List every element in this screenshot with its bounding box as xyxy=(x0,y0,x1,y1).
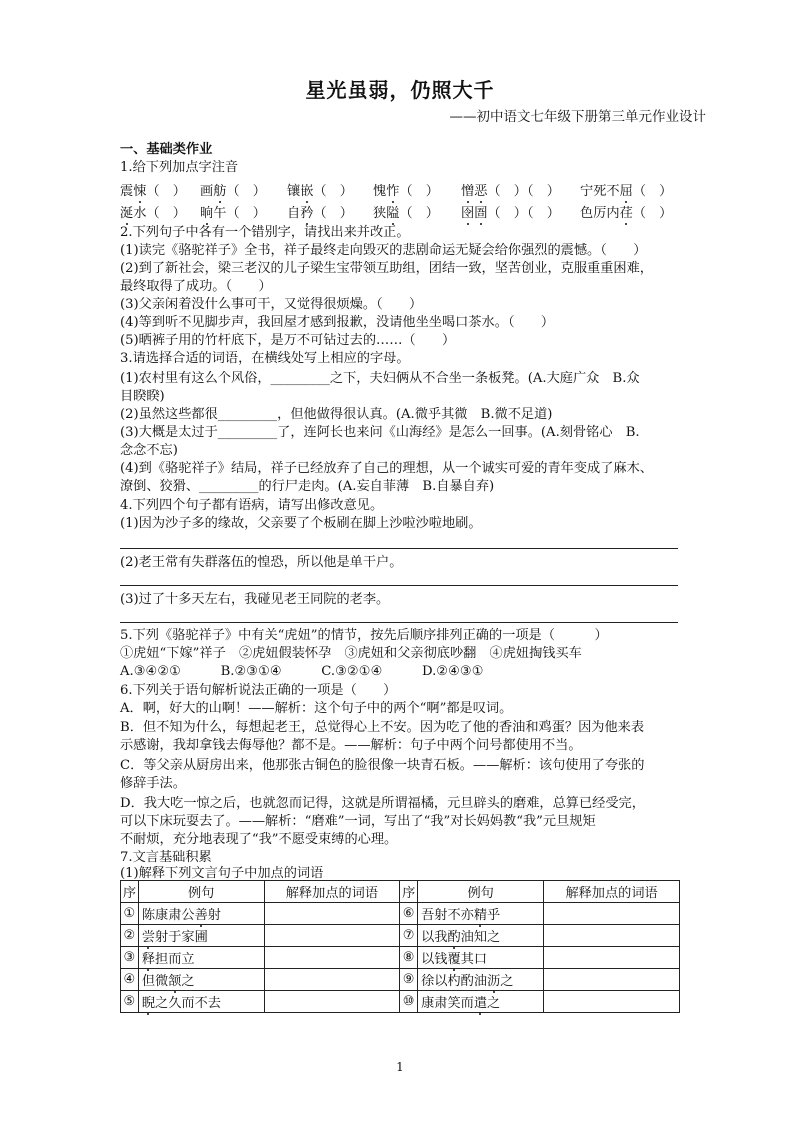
question-5-stem: 5.下列《骆驼祥子》中有关“虎妞”的情节，按先后顺序排列正确的一项是（ ） xyxy=(120,628,608,643)
pinyin-item: 色厉内荏（ ） xyxy=(580,205,673,221)
emphasis-char: 晌 xyxy=(200,205,214,221)
example-sentence: 释担而立 xyxy=(138,947,264,969)
question-6-option-a: A．啊，好大的山啊！——解析：这个句子中的两个“啊”都是叹词。 xyxy=(120,701,513,716)
answer-line xyxy=(120,548,678,549)
table-header: 序 xyxy=(121,881,139,903)
question-4-stem: 4.下列四个句子都有语病，请写出修改意见。 xyxy=(120,498,384,513)
emphasis-char: 覆 xyxy=(447,952,461,967)
question-6-option-b: B．但不知为什么，每想起老王，总觉得心上不安。因为吃了他的香油和鸡蛋？因为他来表 xyxy=(120,720,644,735)
question-3-item: (1)农村里有这么个风俗，_________之下，夫妇俩从不合坐一条板凳。(A.大庭广众 B.众 xyxy=(120,371,640,386)
answer-cell[interactable] xyxy=(264,991,400,1013)
emphasis-char: 矜 xyxy=(300,205,314,221)
question-3-item: (3)大概是太过于_________了，连阿长也来问《山海经》是怎么一回事。(A.刻骨铭心 B. xyxy=(120,425,640,440)
emphasis-char: 囹 xyxy=(461,205,475,221)
row-number: ② xyxy=(121,925,139,947)
example-sentence: 尝射于家圃 xyxy=(138,925,264,947)
answer-cell[interactable] xyxy=(264,969,400,991)
row-number: ① xyxy=(121,903,139,925)
question-4-item: (1)因为沙子多的缘故，父亲要了个板刷在脚上沙啦沙啦地刷。 xyxy=(120,516,482,531)
question-6-option-c: 修辞手法。 xyxy=(120,776,186,791)
question-5-plots: ①虎妞“下嫁”祥子 ②虎妞假装怀孕 ③虎妞和父亲彻底吵翻 ④虎妞掏钱买车 xyxy=(120,646,582,661)
emphasis-char: 睨 xyxy=(141,996,156,1011)
question-2-item: (1)读完《骆驼祥子》全书，祥子最终走向毁灭的悲剧命运无疑会给你强烈的震憾。（ ） xyxy=(120,243,647,258)
emphasis-char: 悚 xyxy=(133,183,147,199)
table-row xyxy=(121,903,680,925)
table-row xyxy=(121,991,680,1013)
question-1-stem: 1.给下列加点字注音 xyxy=(120,160,239,175)
answer-line xyxy=(120,622,678,623)
example-sentence: 以钱覆其口 xyxy=(418,947,544,969)
pinyin-item: 震悚（ ） xyxy=(120,183,186,199)
example-sentence: 徐以杓酌油沥之 xyxy=(418,969,544,991)
question-6-option-c: C．等父亲从厨房出来，他那张古铜色的脸很像一块青石板。——解析：该句使用了夸张的 xyxy=(120,758,645,773)
emphasis-char: 憎 xyxy=(461,183,475,199)
table-header: 解释加点的词语 xyxy=(544,881,680,903)
table-header: 序 xyxy=(400,881,418,903)
row-number: ⑥ xyxy=(400,903,418,925)
question-4-item: (2)老王常有失群落伍的惶恐，所以他是单干户。 xyxy=(120,555,403,570)
question-2-item: (5)晒裤子用的竹杆底下，是万不可钻过去的……（ ） xyxy=(120,333,456,348)
table-header: 例句 xyxy=(418,881,544,903)
row-number: ⑦ xyxy=(400,925,418,947)
pinyin-item: 囹圄（ ）（ ） xyxy=(461,205,560,221)
pinyin-item: 自矜（ ） xyxy=(287,205,353,221)
row-number: ③ xyxy=(121,947,139,969)
question-7-sub: (1)解释下列文言句子中加点的词语 xyxy=(120,866,324,881)
document-title: 星光虽弱，仍照大千 xyxy=(305,78,495,102)
table-header-row xyxy=(121,881,680,903)
answer-line xyxy=(120,585,678,586)
emphasis-char: 怍 xyxy=(386,183,400,199)
emphasis-char: 舫 xyxy=(213,183,227,199)
table-row xyxy=(121,947,680,969)
example-sentence: 睨之久而不去 xyxy=(138,991,264,1013)
table-row xyxy=(121,925,680,947)
answer-cell[interactable] xyxy=(544,991,680,1013)
example-sentence: 康肃笑而遣之 xyxy=(418,991,544,1013)
row-number: ⑤ xyxy=(121,991,139,1013)
question-7-stem: 7.文言基础积累 xyxy=(120,850,212,865)
question-2-stem: 2.下列句子中各有一个错别字，请找出来并改正。 xyxy=(120,225,410,240)
emphasis-char: 遣 xyxy=(473,996,488,1011)
question-4-item: (3)过了十多天左右，我碰见老王同院的老李。 xyxy=(120,592,390,607)
emphasis-char: 嵌 xyxy=(300,183,314,199)
emphasis-char: 释 xyxy=(141,952,156,967)
question-6-option-b: 示感谢，我却拿钱去侮辱他？都不是。——解析：句子中两个问号都使用不当。 xyxy=(120,738,582,753)
question-2-item: (2)到了新社会，梁三老汉的儿子梁生宝带领互助组，团结一致，坚苦创业，克服重重困难， xyxy=(120,261,653,276)
pinyin-item: 晌午（ ） xyxy=(200,205,266,221)
answer-cell[interactable] xyxy=(264,903,400,925)
emphasis-char: 涎 xyxy=(120,205,134,221)
emphasis-char: 善 xyxy=(194,908,208,923)
pinyin-item: 镶嵌（ ） xyxy=(287,183,353,199)
pinyin-table xyxy=(120,178,690,222)
emphasis-char: 荏 xyxy=(619,205,633,221)
page-number: 1 xyxy=(396,1060,404,1074)
question-6-option-d: D．我大吃一惊之后，也就忽而记得，这就是所谓福橘，元旦辟头的磨难，总算已经受完， xyxy=(120,796,645,811)
answer-cell[interactable] xyxy=(544,947,680,969)
emphasis-char: 酌 xyxy=(447,930,461,945)
emphasis-char: 精 xyxy=(473,908,488,923)
table-header: 解释加点的词语 xyxy=(264,881,400,903)
pinyin-row-2 xyxy=(120,200,690,222)
question-2-item: 最终取得了成功。（ ） xyxy=(120,279,272,294)
pinyin-row-1 xyxy=(120,178,690,200)
row-number: ⑧ xyxy=(400,947,418,969)
table-row xyxy=(121,969,680,991)
row-number: ⑨ xyxy=(400,969,418,991)
question-2-item: (3)父亲闲着没什么事可干，又觉得很烦燥。（ ） xyxy=(120,297,423,312)
document-subtitle: ——初中语文七年级下册第三单元作业设计 xyxy=(449,109,706,125)
emphasis-char: 颔 xyxy=(168,974,182,989)
emphasis-char: 恶 xyxy=(474,183,488,199)
table-header: 例句 xyxy=(138,881,264,903)
question-6-option-d: 可以下床玩耍去了。——解析：“磨难”一词，写出了“我”对长妈妈教“我”元旦规矩 xyxy=(120,814,596,829)
question-2-item: (4)等到听不见脚步声，我回屋才感到报歉，没请他坐坐喝口茶水。（ ） xyxy=(120,315,555,330)
answer-cell[interactable] xyxy=(264,947,400,969)
example-sentence: 但微颔之 xyxy=(138,969,264,991)
pinyin-item: 狭隘（ ） xyxy=(373,205,439,221)
row-number: ④ xyxy=(121,969,139,991)
question-3-item: 目睽睽) xyxy=(120,389,165,404)
answer-cell[interactable] xyxy=(544,969,680,991)
emphasis-char: 圄 xyxy=(474,205,488,221)
pinyin-item: 宁死不屈（ ） xyxy=(580,183,673,199)
example-sentence: 陈康肃公善射 xyxy=(138,903,264,925)
question-3-item: 念念不忘) xyxy=(120,443,178,458)
answer-cell[interactable] xyxy=(544,925,680,947)
answer-cell[interactable] xyxy=(264,925,400,947)
question-3-item: 潦倒、狡猾、_________的行尸走肉。(A.妄自菲薄 B.自暴自弃) xyxy=(120,479,495,494)
emphasis-char: 沥 xyxy=(487,974,501,989)
question-3-item: (2)虽然这些都很_________，但他做得很认真。(A.微乎其微 B.微不足道) xyxy=(120,407,553,422)
pinyin-item: 憎恶（ ）（ ） xyxy=(461,183,560,199)
emphasis-char: 屈 xyxy=(619,183,633,199)
example-sentence: 吾射不亦精乎 xyxy=(418,903,544,925)
pinyin-item: 画舫（ ） xyxy=(200,183,266,199)
question-5-options: A.③④②① B.②③①④ C.③②①④ D.②④③① xyxy=(120,664,484,679)
pinyin-item: 涎水（ ） xyxy=(120,205,186,221)
section-heading: 一、基础类作业 xyxy=(120,142,213,157)
question-3-stem: 3.请选择合适的词语，在横线处写上相应的字母。 xyxy=(120,351,410,366)
emphasis-char: 尝 xyxy=(141,930,156,945)
classical-chinese-table xyxy=(120,880,680,1013)
answer-cell[interactable] xyxy=(544,903,680,925)
emphasis-char: 隘 xyxy=(386,205,400,221)
question-6-option-d: 不耐烦，充分地表现了“我”不愿受束缚的心理。 xyxy=(120,832,398,847)
question-3-item: (4)到《骆驼祥子》结局，祥子已经放弃了自己的理想，从一个诚实可爱的青年变成了麻木、 xyxy=(120,461,653,476)
row-number: ⑩ xyxy=(400,991,418,1013)
question-6-stem: 6.下列关于语句解析说法正确的一项是（ ） xyxy=(120,683,397,698)
example-sentence: 以我酌油知之 xyxy=(418,925,544,947)
pinyin-item: 愧怍（ ） xyxy=(373,183,439,199)
